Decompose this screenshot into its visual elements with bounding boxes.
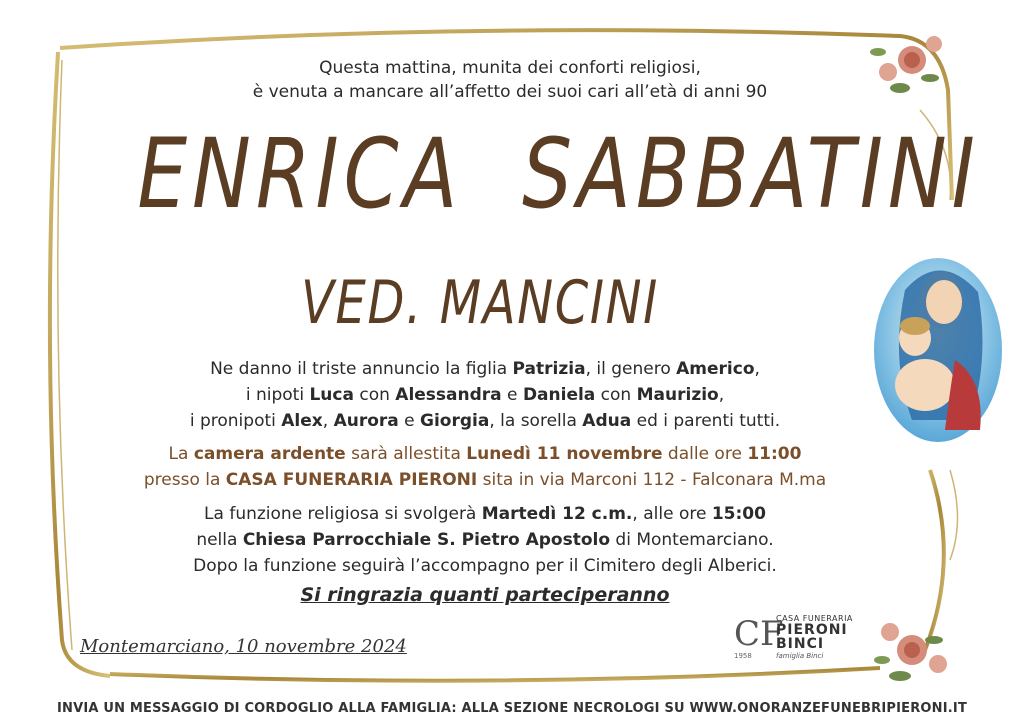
logo-line-2: PIERONI [776, 622, 848, 638]
viewing-paragraph [120, 441, 850, 493]
widow-of: VED. MANCINI [301, 268, 659, 338]
logo-line-3: BINCI [776, 636, 825, 652]
rose-bouquet-icon [870, 36, 942, 93]
logo-monogram: CF [734, 614, 784, 654]
place-date: Montemarciano, 10 novembre 2024 [80, 636, 407, 657]
viewing-line-1: La camera ardente sarà allestita Lunedì 11 novembre dalle ore 11:00 [168, 444, 802, 464]
service-paragraph [120, 501, 850, 579]
logo-line-1: CASA FUNERARIA [776, 614, 853, 623]
service-line-1: La funzione religiosa si svolgerà Martedì 12 c.m., alle ore 15:00 [204, 504, 766, 524]
announcement-line-2: i nipoti Luca con Alessandra e Daniela con Maurizio, [245, 385, 725, 405]
intro-line-2: è venuta a mancare all’affetto dei suoi cari all’età di anni 90 [252, 82, 768, 102]
intro-line-1: Questa mattina, munita dei conforti religiosi, [319, 58, 701, 78]
announcement-line-1: Ne danno il triste annuncio la figlia Patrizia, il genero Americo, [210, 359, 760, 379]
logo-year: 1958 [734, 652, 752, 660]
footer-message: INVIA UN MESSAGGIO DI CORDOGLIO ALLA FAMIGLIA: ALLA SEZIONE NECROLOGI SU WWW.ONORANZEFUNEBRIPIERONI.IT [56, 701, 968, 716]
announcement-paragraph [120, 356, 850, 434]
funeral-home-logo [734, 612, 884, 664]
rose-bouquet-icon [874, 623, 947, 681]
madonna-child-image [874, 258, 1002, 442]
deceased-name: ENRICA SABBATINI [137, 118, 980, 230]
service-line-2: nella Chiesa Parrocchiale S. Pietro Apostolo di Montemarciano. [196, 530, 774, 550]
service-line-3: Dopo la funzione seguirà l’accompagno per il Cimitero degli Alberici. [193, 556, 777, 576]
thanks-text: Si ringrazia quanti parteciperanno [300, 584, 670, 606]
logo-line-4: famiglia Binci [776, 652, 824, 660]
announcement-line-3: i pronipoti Alex, Aurora e Giorgia, la sorella Adua ed i parenti tutti. [189, 411, 781, 431]
intro-text [180, 56, 840, 104]
viewing-line-2: presso la CASA FUNERARIA PIERONI sita in via Marconi 112 - Falconara M.ma [143, 470, 827, 490]
